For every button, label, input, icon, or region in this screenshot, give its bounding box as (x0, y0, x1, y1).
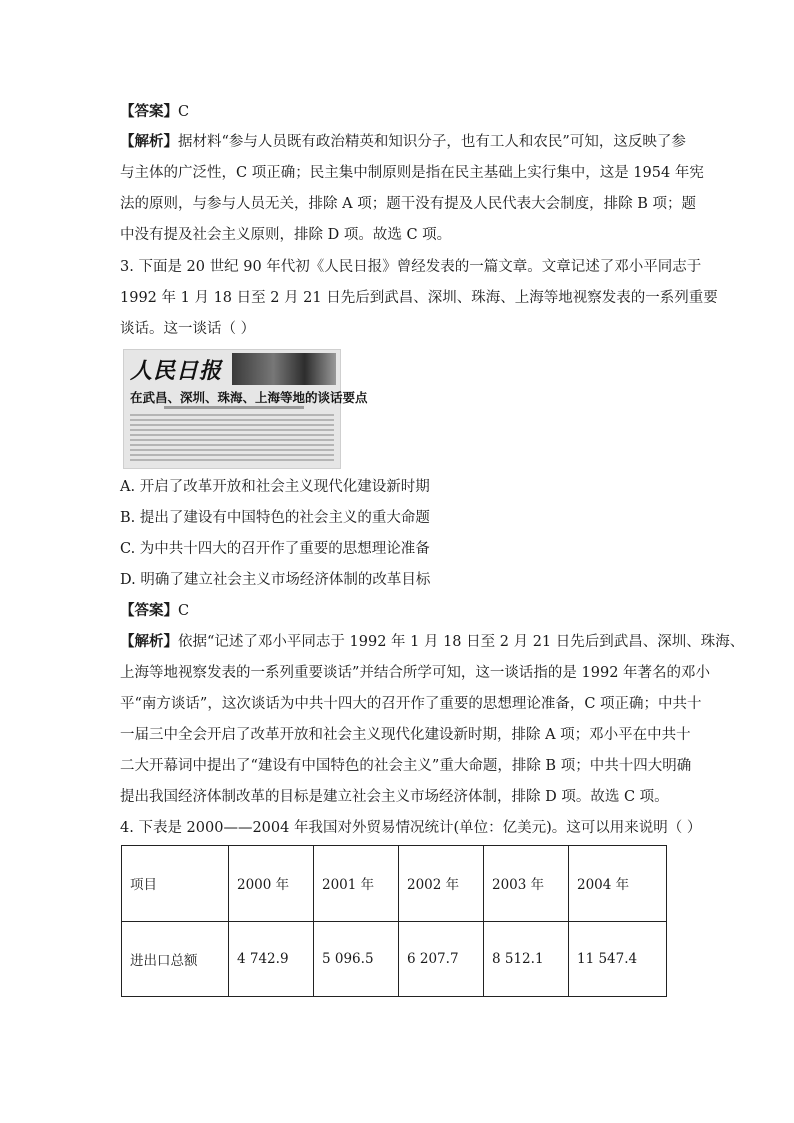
q2-analysis-line-2: 与主体的广泛性，C 项正确；民主集中制原则是指在民主基础上实行集中，这是 1954 年宪 (120, 165, 704, 181)
newspaper-image (123, 349, 368, 469)
q4-stem: 4. 下表是 2000——2004 年我国对外贸易情况统计(单位：亿美元)。这可以用来说明（ ） (120, 820, 702, 836)
q3-analysis-line-5: 二大开幕词中提出了“建设有中国特色的社会主义”重大命题，排除 B 项；中共十四大明确 (120, 758, 692, 774)
table-header-cell: 2002 年 (399, 846, 484, 922)
option-a: A. 开启了改革开放和社会主义现代化建设新时期 (120, 479, 430, 495)
table-header-cell: 2001 年 (314, 846, 399, 922)
q3-stem-line-2: 1992 年 1 月 18 日至 2 月 21 日先后到武昌、深圳、珠海、上海等地视察发表的一系列重要 (120, 290, 718, 306)
answer-label: 【答案】 (120, 103, 178, 120)
table-cell: 11 547.4 (569, 921, 667, 997)
q2-analysis-line-4: 中没有提及社会主义原则，排除 D 项。故选 C 项。 (120, 227, 452, 243)
q2-answer-line (120, 102, 189, 122)
table-cell: 6 207.7 (399, 921, 484, 997)
trade-statistics-table (121, 845, 667, 997)
q3-analysis-line-3: 平“南方谈话”，这次谈话为中共十四大的召开作了重要的思想理论准备，C 项正确；中共十 (120, 696, 702, 712)
q3-analysis-line-4: 一届三中全会开启了改革开放和社会主义现代化建设新时期，排除 A 项；邓小平在中共十 (120, 727, 691, 743)
table-cell: 8 512.1 (484, 921, 569, 997)
answer-value: C (178, 104, 190, 120)
answer-label: 【答案】 (120, 602, 178, 619)
table-header-cell: 项目 (122, 846, 229, 922)
answer-value: C (178, 603, 190, 619)
table-header-cell: 2003 年 (484, 846, 569, 922)
table-cell: 4 742.9 (229, 921, 314, 997)
q2-analysis-line-1 (120, 132, 686, 152)
q3-analysis-line-2: 上海等地视察发表的一系列重要谈话”并结合所学可知，这一谈话指的是 1992 年著名的邓小 (120, 665, 711, 681)
table-header-cell: 2004 年 (569, 846, 667, 922)
newspaper-photo (232, 353, 336, 385)
q2-analysis-line-3: 法的原则，与参与人员无关，排除 A 项；题干没有提及人民代表大会制度，排除 B 项；题 (120, 196, 697, 212)
newspaper-masthead: 人民日报 (130, 358, 223, 384)
q3-analysis-line-1 (120, 632, 744, 652)
q3-analysis-line-6: 提出我国经济体制改革的目标是建立社会主义市场经济体制，排除 D 项。故选 C 项。 (120, 789, 669, 805)
option-b: B. 提出了建设有中国特色的社会主义的重大命题 (120, 510, 430, 526)
table-header-row (122, 846, 667, 922)
analysis-text: 依据“记述了邓小平同志于 1992 年 1 月 18 日至 2 月 21 日先后到武昌、深圳、珠海、 (178, 634, 745, 650)
analysis-label: 【解析】 (120, 633, 178, 650)
q3-answer-line (120, 601, 189, 621)
table-header-cell: 2000 年 (229, 846, 314, 922)
newspaper-body-text (130, 414, 334, 464)
analysis-label: 【解析】 (120, 133, 178, 150)
analysis-text: 据材料“参与人员既有政治精英和知识分子，也有工人和农民”可知，这反映了参 (178, 134, 686, 150)
q3-stem-line-3: 谈话。这一谈话（ ） (120, 321, 256, 337)
newspaper-subline (164, 406, 304, 409)
table-row (122, 921, 667, 997)
table-cell: 进出口总额 (122, 921, 229, 997)
option-c: C. 为中共十四大的召开作了重要的思想理论准备 (120, 541, 430, 557)
q3-stem-line-1: 3. 下面是 20 世纪 90 年代初《人民日报》曾经发表的一篇文章。文章记述了邓小平同志于 (120, 259, 702, 275)
table-cell: 5 096.5 (314, 921, 399, 997)
newspaper-headline: 在武昌、深圳、珠海、上海等地的谈话要点 (130, 390, 368, 405)
option-d: D. 明确了建立社会主义市场经济体制的改革目标 (120, 572, 431, 588)
